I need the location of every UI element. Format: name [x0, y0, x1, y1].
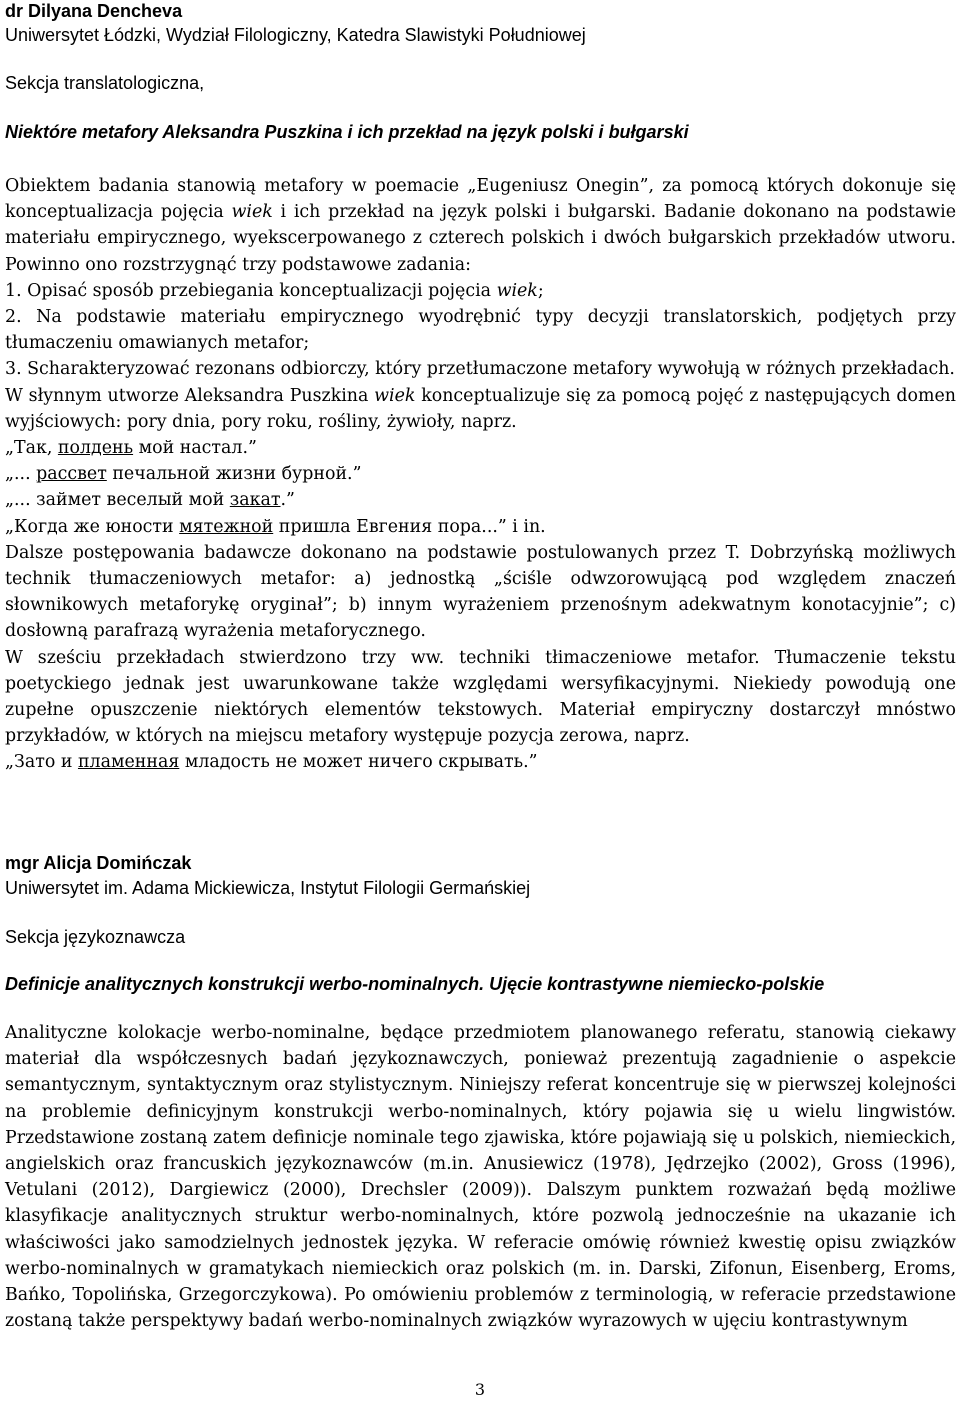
- quote-line: „... займет веселый мой закат.”: [5, 490, 295, 511]
- author-affiliation: Uniwersytet Łódzki, Wydział Filologiczny, Katedra Slawistyki Południowej: [5, 25, 586, 45]
- task-item: 3. Scharakteryzować rezonans odbiorczy, który przetłumaczone metafory wywołują w różnych przekładach.: [5, 359, 955, 380]
- author-name: dr Dilyana Dencheva: [5, 1, 183, 21]
- page-number: 3: [474, 1380, 486, 1399]
- abstract-body: Analityczne kolokacje werbo-nominalne, będące przedmiotem planowanego referatu, stanowią ciekawy materiał dla współczesnych badań językoznawczych, ponieważ prezentują zagadnienie o aspekcie semantycznym, syntaktycznym oraz stylistycznym. Niniejszy referat koncentruje się w pierwszej kolejności na problemie definicyjnym konstrukcji werbo-nominalnych, który pojawia się u wielu lingwistów. Przedstawione zostaną zatem definicje nominale tego zjawiska, które pojawiają się u polskich, niemieckich, angielskich oraz francuskich językoznawców (m.in. Anusiewicz (1978), Jędrzejko (2002), Gross (1996), Vetulani (2012), Dargiewicz (2000), Drechsler (2009)). Dalszym punktem rozważań będą możliwe klasyfikacje analitycznych struktur werbo-nominalnych, które pozwolą jednocześnie na ukazanie ich właściwości jako samodzielnych jednostek języka. W referacie omówię również kwestię opisu związków werbo-nominalnych w gramatykach niemieckich oraz polskich (m. in. Darski, Zifonun, Eisenberg, Eroms, Bańko, Topolińska, Grzegorczykowa). Po omówieniu problemów z terminologią, w referacie przedstawione zostaną także perspektywy badań werbo-nominalnych związków wyrazowych w ujęciu kontrastywnym: [5, 1023, 956, 1332]
- paragraph: W sześciu przekładach stwierdzono trzy ww. techniki tłimaczeniowe metafor. Tłumaczenie tekstu poetyckiego jednak jest uwarunkowane także względami wersyfikacyjnymi. Niekiedy powodują one zupełne opuszczenie niektórych elementów tekstowych. Materiał empiryczny dostarczył mnóstwo przykładów, w których na miejscu metafory występuje pozycja zerowa, naprz.: [5, 647, 956, 747]
- abstract-body: [5, 173, 956, 776]
- author-affiliation: Uniwersytet im. Adama Mickiewicza, Instytut Filologii Germańskiej: [5, 878, 531, 898]
- quote-line: „Так, полдень мой настал.”: [5, 438, 257, 459]
- quote-line: „... рассвет печальной жизни бурной.”: [5, 464, 362, 485]
- section-label: Sekcja translatologiczna,: [5, 73, 205, 93]
- paragraph: Obiektem badania stanowią metafory w poemacie „Eugeniusz Onegin”, za pomocą których dokonuje się konceptualizacja pojęcia wiek i ich przekład na język polski i bułgarski. Badanie dokonano na podstawie materiału empirycznego, wyekscerpowanego z czterech polskich i dwóch bułgarskich przekładów utworu. Powinno ono rozstrzygnąć trzy podstawowe zadania:: [5, 176, 956, 275]
- quote-line: „Когда же юности мятежной пришла Евгения пора...” i in.: [5, 516, 546, 537]
- task-item: 1. Opisać sposób przebiegania konceptualizacji pojęcia wiek;: [5, 280, 544, 301]
- section-label: Sekcja językoznawcza: [5, 927, 186, 947]
- task-item: 2. Na podstawie materiału empirycznego wyodrębnić typy decyzji translatorskich, podjętych przy tłumaczeniu omawianych metafor;: [5, 307, 956, 354]
- paper-title: Niektóre metafory Aleksandra Puszkina i ich przekład na język polski i bułgarski: [5, 122, 689, 142]
- quote-line: „Зато и пламенная младость не может ничего скрывать.”: [5, 752, 538, 773]
- paper-title: Definicje analitycznych konstrukcji werbo-nominalnych. Ujęcie kontrastywne niemiecko-polskie: [5, 974, 825, 994]
- paragraph: W słynnym utworze Aleksandra Puszkina wiek konceptualizuje się za pomocą pojęć z następujących domen wyjściowych: pory dnia, pory roku, rośliny, żywioły, naprz.: [5, 385, 956, 432]
- author-name: mgr Alicja Domińczak: [5, 853, 192, 873]
- paragraph: Dalsze postępowania badawcze dokonano na podstawie postulowanych przez T. Dobrzyńską możliwych technik tłumaczeniowych metafor: a) jednostką „ściśle odwzorowującą pod względem znaczeń słownikowych metaforykę oryginał”; b) innym wyrażeniem przenośnym adekwatnym konotacyjnie”; c) dosłowną parafrazą wyrażenia metaforycznego.: [5, 542, 956, 642]
